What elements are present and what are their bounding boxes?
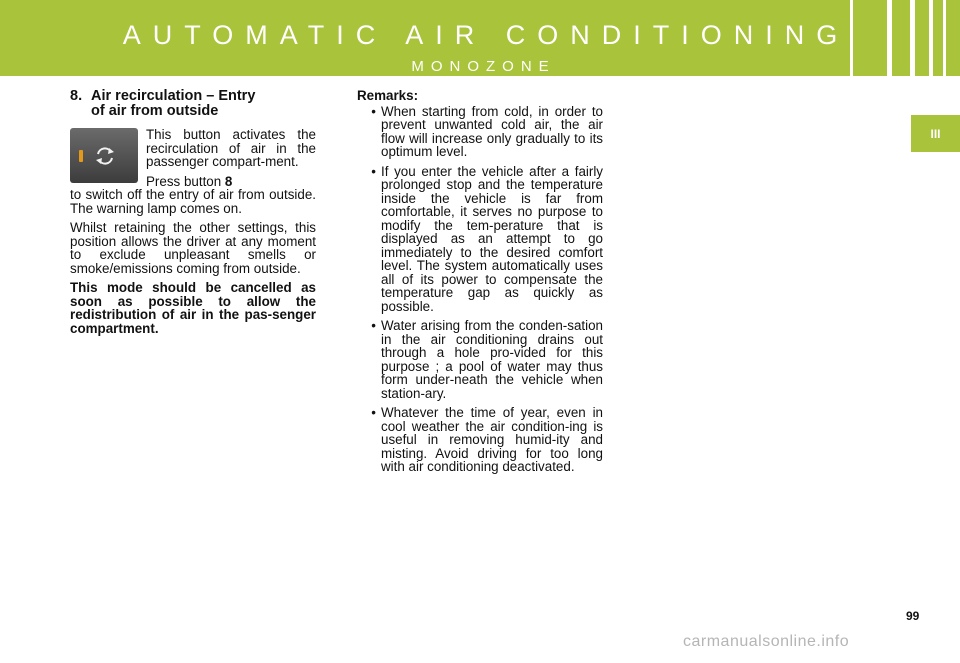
list-item: • Water arising from the conden-sation in the air conditioning drains out through a hole pro-vided for this purpose ; a pool of water may thus form under-neath the vehicle when station-ary. xyxy=(371,318,603,401)
bullet-text: When starting from cold, in order to prevent unwanted cold air, the air flow will increase only gradually to its optimum level. xyxy=(381,103,603,159)
section-title xyxy=(91,89,255,119)
press-prefix: Press button xyxy=(146,173,225,189)
section-title-line1: Air recirculation – Entry xyxy=(91,88,256,104)
watermark: carmanualsonline.info xyxy=(683,633,850,650)
remarks-title: Remarks: xyxy=(357,88,419,103)
page-number: 99 xyxy=(906,609,920,623)
list-item: • If you enter the vehicle after a fairly prolonged stop and the temperature inside the vehicle is far from comfortable, it serves no purpose to modify the tem-perature that is displayed as an attempt to go immediately to the desired comfort level. The system automatically uses all of its power to compensate the temperature gap as quickly as possible. xyxy=(371,163,603,314)
chapter-tab[interactable]: III xyxy=(911,115,960,152)
button-description-block xyxy=(146,128,316,188)
paragraph-press-rest: to switch off the entry of air from outside. The warning lamp comes on. xyxy=(70,187,316,216)
paragraph-whilst: Whilst retaining the other settings, this position allows the driver at any moment to exclude unpleasant smells or smoke/emissions coming from outside. xyxy=(70,220,316,276)
page-subtitle: MONOZONE xyxy=(411,58,556,75)
paragraph-warning: This mode should be cancelled as soon as possible to allow the redistribution of air in the pas-senger compartment. xyxy=(70,280,316,336)
section-title-line2: of air from outside xyxy=(91,103,219,119)
paragraph-activates: This button activates the recirculation of air in the passenger compart-ment. xyxy=(146,127,316,169)
page-title: AUTOMATIC AIR CONDITIONING xyxy=(122,20,850,50)
left-column xyxy=(70,89,316,341)
list-item: • Whatever the time of year, even in cool weather the air condition-ing is useful in removing humid-ity and misting. Avoid driving for too long with air conditioning deactivated. xyxy=(371,405,603,474)
button-number: 8 xyxy=(224,173,233,189)
bullet-text: If you enter the vehicle after a fairly prolonged stop and the temperature inside the vehicle is far from comfortable, it serves no purpose to modify the tem-perature that is displayed as an attempt to go immediately to the desired comfort level. The system automatically uses all of its power to compensate the temperature gap as quickly as possible. xyxy=(381,163,603,314)
paragraph-press-lead xyxy=(146,175,316,189)
list-item: • When starting from cold, in order to prevent unwanted cold air, the air flow will increase only gradually to its optimum level. xyxy=(371,103,603,159)
bullet-text: Whatever the time of year, even in cool weather the air condition-ing is useful in removing humid-ity and misting. Avoid driving for too long with air conditioning deactivated. xyxy=(381,405,603,474)
bullet-text: Water arising from the conden-sation in the air conditioning drains out through a hole pro-vided for this purpose ; a pool of water may thus form under-neath the vehicle when station-ary. xyxy=(381,318,603,401)
section-heading xyxy=(70,89,316,119)
section-number: 8. xyxy=(70,88,83,104)
header-band xyxy=(0,0,960,76)
right-column xyxy=(357,89,603,480)
